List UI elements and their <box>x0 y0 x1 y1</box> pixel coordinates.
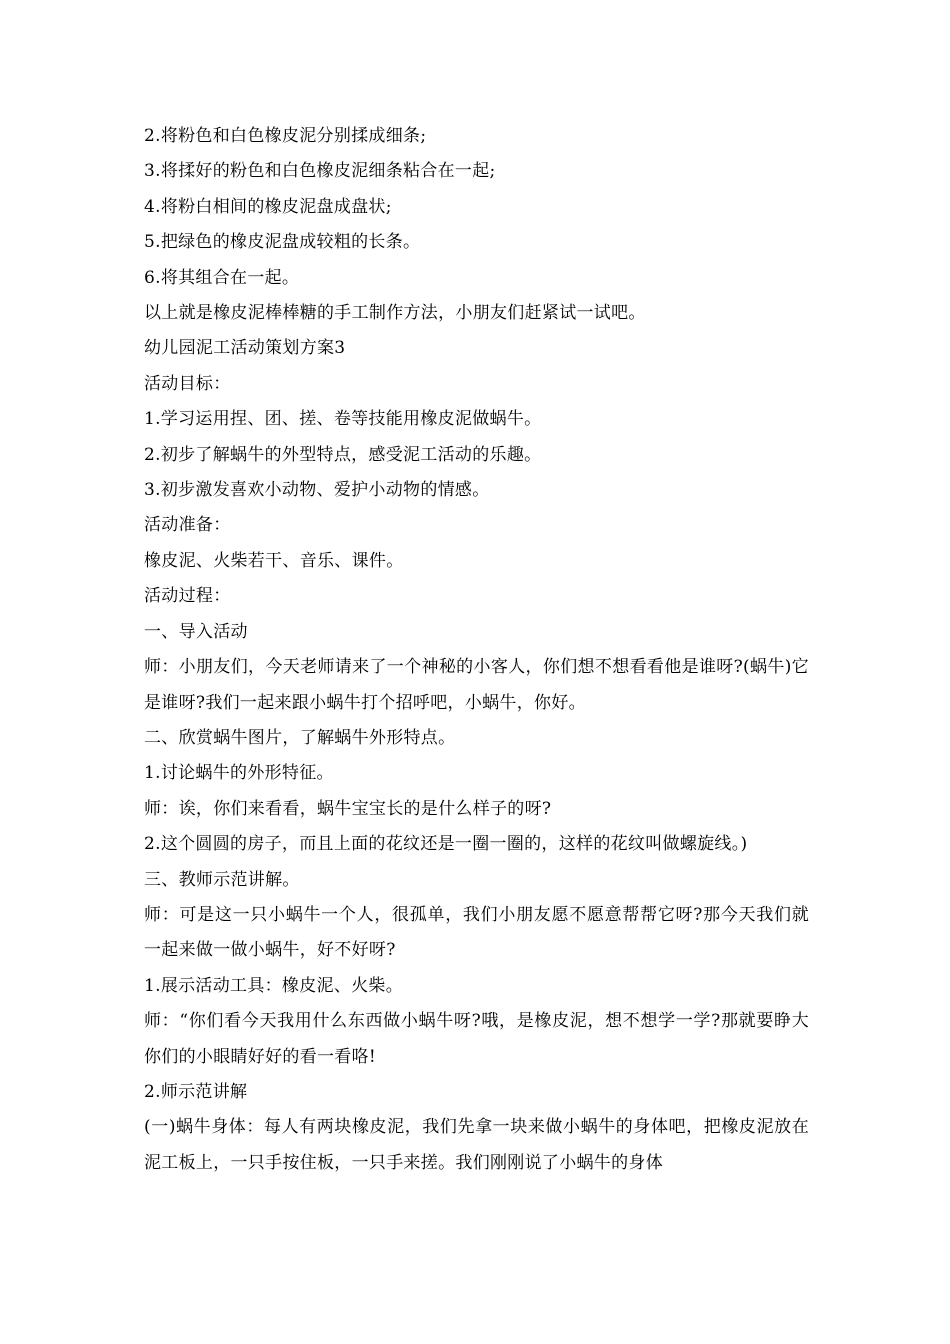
paragraph: 2.这个圆圆的房子，而且上面的花纹还是一圈一圈的，这样的花纹叫做螺旋线。) <box>144 834 748 855</box>
text-line: 以上就是橡皮泥棒棒糖的手工制作方法，小朋友们赶紧试一试吧。 <box>144 303 646 324</box>
text-line: 3.将揉好的粉色和白色橡皮泥细条粘合在一起; <box>144 161 496 182</box>
text-line: 4.将粉白相间的橡皮泥盘成盘状; <box>144 196 392 217</box>
paragraph: 师：可是这一只小蜗牛一个人，很孤单，我们小朋友愿不愿意帮帮它呀?那今天我们就一起来做一做小蜗牛，好不好呀? <box>144 904 809 961</box>
text-line: 一、导入活动 <box>144 621 248 642</box>
text-line: 2.师示范讲解 <box>144 1081 248 1102</box>
section-heading: 活动过程： <box>144 586 231 607</box>
paragraph: (一)蜗牛身体：每人有两块橡皮泥，我们先拿一块来做小蜗牛的身体吧，把橡皮泥放在泥工板上，一只手按住板，一只手来搓。我们刚刚说了小蜗牛的身体 <box>144 1117 809 1173</box>
text-line: 2.将粉色和白色橡皮泥分别揉成细条; <box>144 126 427 146</box>
section-heading: 活动准备： <box>144 515 231 536</box>
paragraph: 师：“你们看今天我用什么东西做小蜗牛呀?哦，是橡皮泥，想不想学一学?那就要睁大你们的小眼睛好好的看一看咯! <box>144 1011 809 1067</box>
text-line: 橡皮泥、火柴若干、音乐、课件。 <box>144 550 404 571</box>
text-line: 1.学习运用捏、团、搓、卷等技能用橡皮泥做蜗牛。 <box>144 409 542 430</box>
paragraph: 师：小朋友们，今天老师请来了一个神秘的小客人，你们想不想看看他是谁呀?(蜗牛)它是谁呀?我们一起来跟小蜗牛打个招呼吧，小蜗牛，你好。 <box>144 657 809 713</box>
text-line: 三、教师示范讲解。 <box>144 869 300 890</box>
text-line: 师：诶，你们来看看，蜗牛宝宝长的是什么样子的呀? <box>144 798 552 819</box>
text-line: 2.初步了解蜗牛的外型特点，感受泥工活动的乐趣。 <box>144 444 542 465</box>
text-line: 二、欣赏蜗牛图片，了解蜗牛外形特点。 <box>144 727 456 748</box>
text-line: 3.初步激发喜欢小动物、爱护小动物的情感。 <box>144 480 490 501</box>
text-line: 1.讨论蜗牛的外形特征。 <box>144 763 334 784</box>
section-heading: 活动目标： <box>144 373 231 394</box>
section-title: 幼儿园泥工活动策划方案3 <box>144 338 346 359</box>
text-line: 6.将其组合在一起。 <box>144 267 300 288</box>
document-body <box>144 119 809 1181</box>
text-line: 1.展示活动工具：橡皮泥、火柴。 <box>144 975 404 996</box>
text-line: 5.把绿色的橡皮泥盘成较粗的长条。 <box>144 232 421 253</box>
